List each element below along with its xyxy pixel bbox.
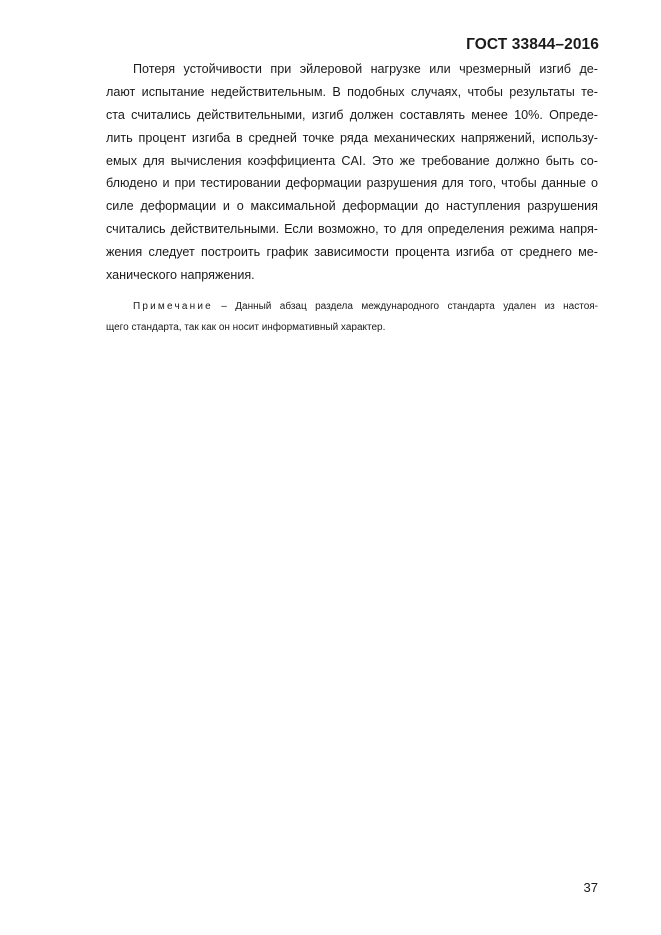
paragraph-line: ханического напряжения. (106, 268, 255, 283)
note-block (106, 297, 598, 338)
paragraph-line: емых для вычисления коэффициента CAI. Это же требование должно быть со- (106, 153, 598, 168)
paragraph-line: лить процент изгиба в средней точке ряда механических напряжений, использу- (106, 130, 598, 145)
paragraph-line: блюдено и при тестировании деформации разрушения для того, чтобы данные о (106, 176, 598, 191)
main-paragraph (106, 58, 598, 287)
paragraph-line: ста считались действительными, изгиб должен составлять менее 10%. Опреде- (106, 107, 598, 122)
paragraph-line: Потеря устойчивости при эйлеровой нагрузке или чрезмерный изгиб де- (133, 62, 598, 76)
note-label: Примечание (133, 301, 213, 312)
paragraph-line: лают испытание недействительным. В подобных случаях, чтобы результаты те- (106, 84, 598, 99)
page-number: 37 (583, 880, 598, 895)
note-line (106, 297, 598, 318)
note-text: – Данный абзац раздела международного стандарта удален из настоя- (212, 301, 598, 312)
note-line: щего стандарта, так как он носит информативный характер. (106, 321, 386, 333)
paragraph-line: считались действительными. Если возможно, то для определения режима напря- (106, 222, 598, 237)
paragraph-line: жения следует построить график зависимости процента изгиба от среднего ме- (106, 245, 598, 260)
paragraph-line: силе деформации и о максимальной деформации до наступления разрушения (106, 199, 598, 214)
document-header-standard-id: ГОСТ 33844–2016 (466, 36, 599, 53)
